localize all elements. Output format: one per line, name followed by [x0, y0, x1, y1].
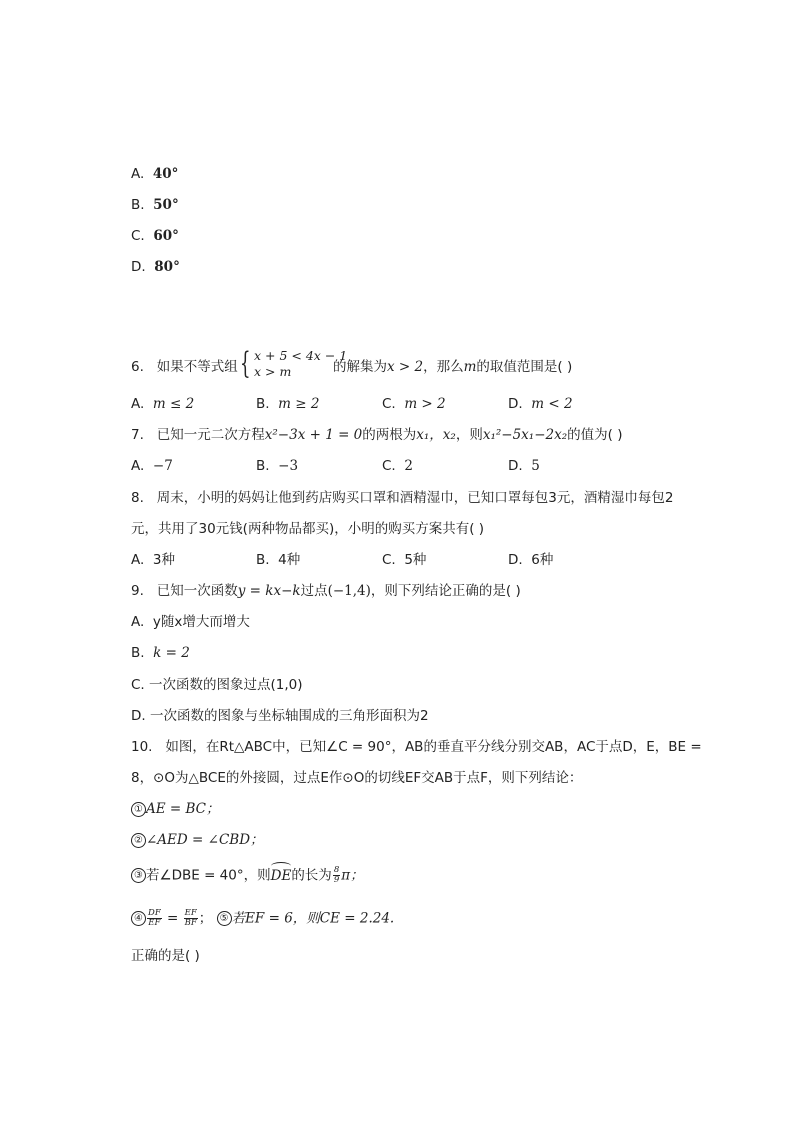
circled-3-mark: ③ [131, 868, 146, 883]
circled-2-mark: ② [131, 833, 146, 848]
fraction-ef-bf: $\frac{EF}{BF}$ [184, 908, 197, 928]
q9-option-c: C. 一次函数的图象过点(1,0) [131, 677, 303, 693]
q6-system-line2: x > m [254, 364, 292, 379]
fraction-8-9: $\frac{8}{9}$ [333, 865, 340, 885]
q9-option-d: D. 一次函数的图象与坐标轴围成的三角形面积为2 [131, 708, 429, 724]
q10-statement-1: ① AE = BC； [131, 800, 220, 818]
prev-option-c: C. 60° [131, 228, 179, 244]
q10-line2: 8，⊙O为△BCE的外接圆，过点E作⊙O的切线EF交AB于点F，则下列结论： [131, 770, 583, 786]
q6-option-a: A. m ≤ 2 [131, 396, 195, 412]
q10-statement-3: ③ 若∠DBE = 40°，则DE的长为 $\frac{8}{9}$ π； [131, 866, 364, 885]
q6-system-line1: x + 5 < 4x − 1 [254, 348, 348, 363]
q9-stem: 9. 已知一次函数y = kx−k过点(−1,4)，则下列结论正确的是( ) [131, 583, 521, 599]
fraction-df-ef: $\frac{DF}{EF}$ [148, 908, 161, 928]
q10-tail: 正确的是( ) [131, 948, 200, 964]
q6-number-and-prefix: 6. 如果不等式组 [131, 359, 238, 375]
q7-option-c: C. 2 [382, 458, 413, 474]
q8-line1: 8. 周末，小明的妈妈让他到药店购买口罩和酒精湿巾，已知口罩每包3元，酒精湿巾每包2 [131, 490, 674, 506]
q8-option-d: D. 6种 [508, 552, 554, 568]
prev-option-a: A. 40° [131, 166, 179, 182]
q8-line2: 元，共用了30元钱(两种物品都买)，小明的购买方案共有( ) [131, 521, 485, 537]
q10-line1: 10. 如图，在Rt△ABC中，已知∠C = 90°，AB的垂直平分线分别交AB，AC于点D，E，BE = [131, 739, 702, 755]
q8-option-a: A. 3种 [131, 552, 175, 568]
prev-option-b: B. 50° [131, 197, 179, 213]
circled-5-mark: ⑤ [217, 911, 232, 926]
q6-option-c: C. m > 2 [382, 396, 446, 412]
prev-option-d: D. 80° [131, 259, 180, 275]
q6-option-b: B. m ≥ 2 [256, 396, 320, 412]
q8-option-b: B. 4种 [256, 552, 301, 568]
q6-suffix: 的解集为x > 2，那么m的取值范围是( ) [333, 359, 573, 375]
q10-statement-2: ② ∠AED = ∠CBD； [131, 831, 264, 849]
circled-4-mark: ④ [131, 911, 146, 926]
q7-option-b: B. −3 [256, 458, 299, 474]
q7-option-d: D. 5 [508, 458, 540, 474]
circled-1-mark: ① [131, 802, 146, 817]
arc-de: DE [270, 867, 292, 884]
q8-option-c: C. 5种 [382, 552, 427, 568]
q6-system-brace: { [240, 346, 251, 381]
q7-option-a: A. −7 [131, 458, 173, 474]
q9-option-a: A. y随x增大而增大 [131, 614, 250, 630]
q10-statement-4-5: ④ $\frac{DF}{EF}$ = $\frac{EF}{BF}$ ； ⑤ 若EF = 6，则CE = 2.24. [131, 909, 394, 928]
q7-stem: 7. 已知一元二次方程x²−3x + 1 = 0的两根为x₁，x₂，则x₁²−5x₁−2x₂的值为( ) [131, 427, 623, 443]
q6-option-d: D. m < 2 [508, 396, 573, 412]
q9-option-b: B. k = 2 [131, 645, 190, 661]
